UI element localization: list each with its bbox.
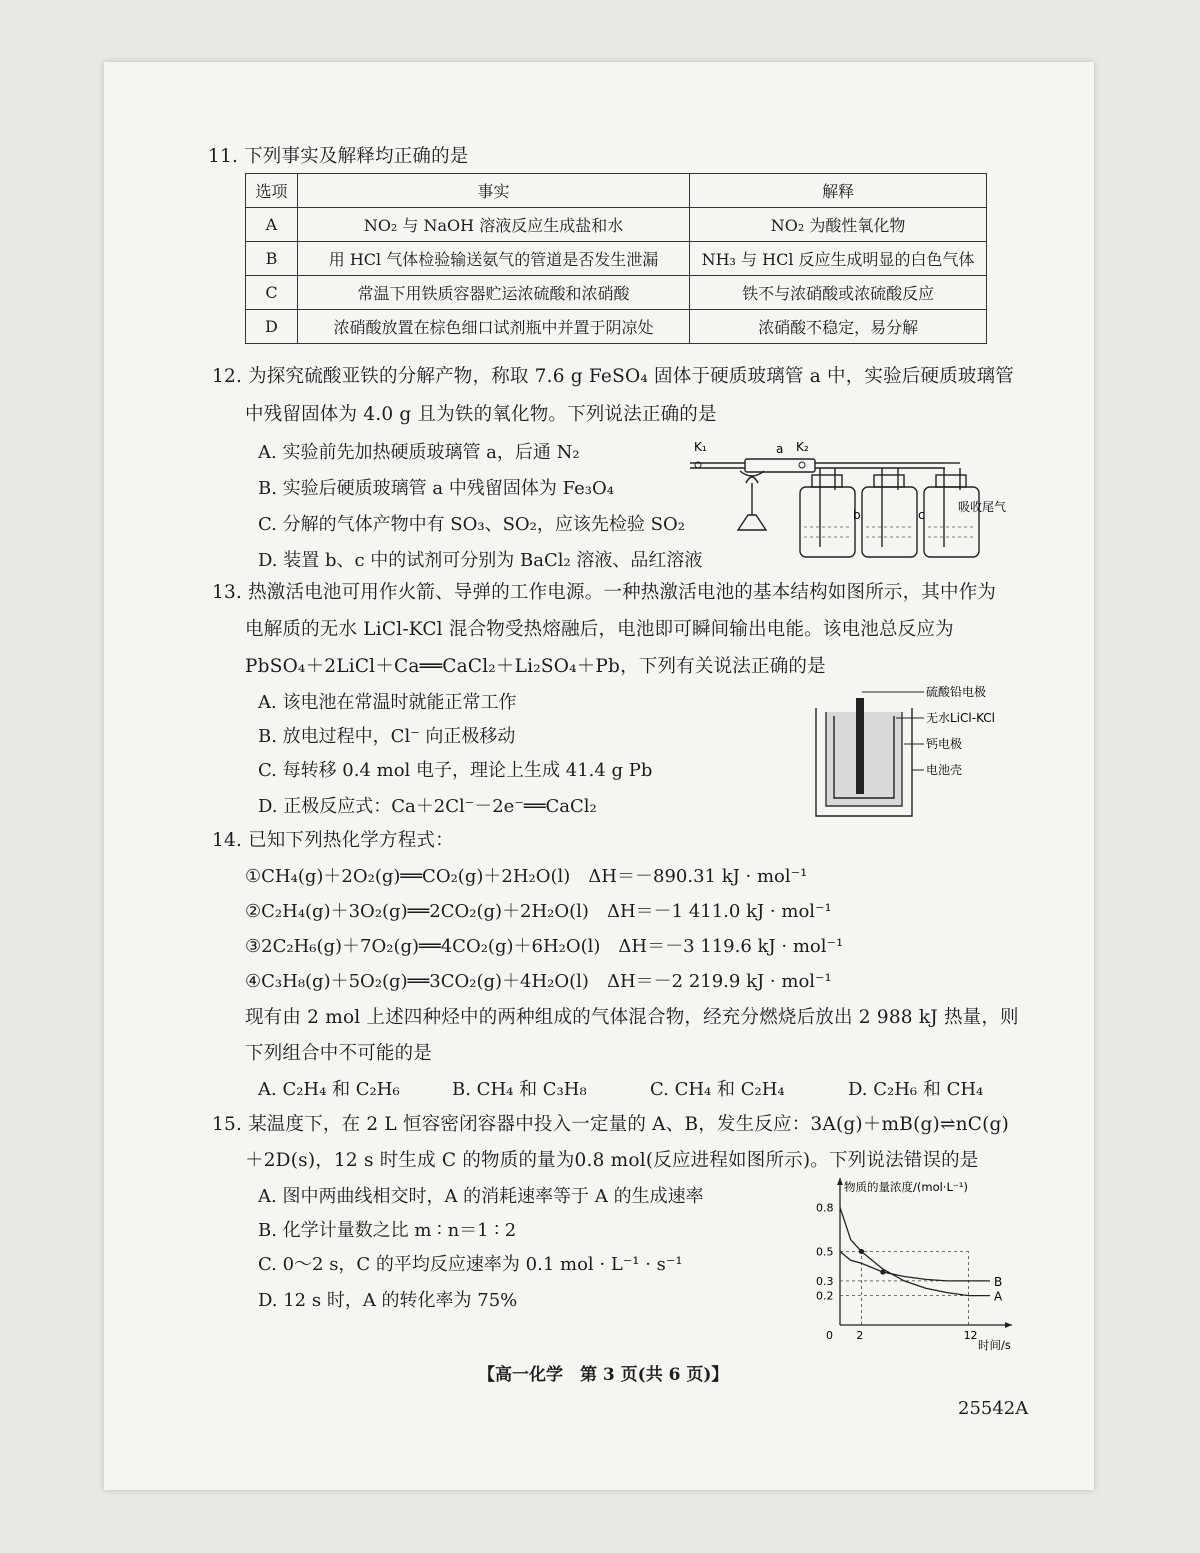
table-row [246, 242, 987, 276]
label-electrolyte: 无水LiCl-KCl [926, 711, 995, 725]
chart-xlabel: 时间/s [978, 1338, 1011, 1352]
q14-equation-1: ①CH₄(g)＋2O₂(g)══CO₂(g)＋2H₂O(l) ΔH＝－890.31 kJ · mol⁻¹ [245, 866, 808, 887]
q15-option-d: D. 12 s 时，A 的转化率为 75% [258, 1290, 518, 1311]
label-a: a [776, 442, 784, 456]
data-point [880, 1269, 885, 1274]
q13-stem-line3: PbSO₄＋2LiCl＋Ca══CaCl₂＋Li₂SO₄＋Pb，下列有关说法正确的是 [245, 656, 826, 677]
label-tail-gas: 吸收尾气 [958, 500, 1007, 514]
table-cell: B [246, 242, 298, 276]
q15-stem-line2: ＋2D(s)，12 s 时生成 C 的物质的量为0.8 mol(反应进程如图所示)。下列说法错误的是 [245, 1150, 979, 1171]
data-point [859, 1249, 864, 1254]
label-calcium-electrode: 钙电极 [926, 737, 963, 751]
table-row [246, 310, 987, 344]
table-header-cell: 解释 [690, 174, 987, 208]
q14-option-a: A. C₂H₄ 和 C₂H₆ [258, 1079, 400, 1100]
q13-option-c: C. 每转移 0.4 mol 电子，理论上生成 41.4 g Pb [258, 760, 653, 781]
series-label-a: A [994, 1289, 1003, 1304]
q12-option-c: C. 分解的气体产物中有 SO₃、SO₂，应该先检验 SO₂ [258, 514, 685, 535]
y-tick-label: 0.8 [816, 1201, 834, 1215]
q15-option-c: C. 0～2 s，C 的平均反应速率为 0.1 mol · L⁻¹ · s⁻¹ [258, 1254, 683, 1275]
q11-stem: 11. 下列事实及解释均正确的是 [208, 146, 469, 167]
y-axis-arrow [837, 1178, 843, 1185]
y-tick-label: 0.5 [816, 1245, 834, 1259]
table-cell: A [246, 208, 298, 242]
x-tick-label: 12 [963, 1329, 978, 1342]
q14-option-b: B. CH₄ 和 C₃H₈ [452, 1079, 587, 1100]
table-cell: NO₂ 为酸性氧化物 [690, 208, 987, 242]
table-cell: 用 HCl 气体检验输送氨气的管道是否发生泄漏 [297, 242, 689, 276]
q12-stem-line2: 中残留固体为 4.0 g 且为铁的氧化物。下列说法正确的是 [245, 404, 717, 425]
label-c: c [918, 508, 925, 522]
y-tick-label: 0.2 [816, 1289, 834, 1303]
q15-option-b: B. 化学计量数之比 m ∶ n＝1 ∶ 2 [258, 1220, 517, 1241]
q14-option-c: C. CH₄ 和 C₂H₄ [650, 1079, 785, 1100]
table-cell: 浓硝酸不稳定，易分解 [690, 310, 987, 344]
label-k2: K₂ [796, 440, 809, 454]
table-header-row [246, 174, 987, 208]
q13-option-d: D. 正极反应式：Ca＋2Cl⁻－2e⁻══CaCl₂ [258, 796, 597, 817]
label-k1: K₁ [694, 440, 707, 454]
table-header-cell: 事实 [297, 174, 689, 208]
q13-option-b: B. 放电过程中，Cl⁻ 向正极移动 [258, 726, 516, 747]
label-battery-shell: 电池壳 [926, 763, 963, 777]
q15-option-a: A. 图中两曲线相交时，A 的消耗速率等于 A 的生成速率 [258, 1186, 704, 1207]
chart-ylabel: 物质的量浓度/(mol·L⁻¹) [844, 1180, 969, 1194]
q14-option-d: D. C₂H₆ 和 CH₄ [848, 1079, 984, 1100]
table-cell: C [246, 276, 298, 310]
q12-option-b: B. 实验后硬质玻璃管 a 中残留固体为 Fe₃O₄ [258, 478, 614, 499]
y-tick-label: 0.3 [816, 1274, 834, 1288]
q11-table [245, 173, 987, 344]
label-lead-sulfate-electrode: 硫酸铅电极 [926, 685, 987, 699]
q14-stem: 14. 已知下列热化学方程式： [212, 830, 454, 851]
q12-apparatus-diagram [690, 435, 1030, 570]
table-cell: NH₃ 与 HCl 反应生成明显的白色气体 [690, 242, 987, 276]
q14-equation-2: ②C₂H₄(g)＋3O₂(g)══2CO₂(g)＋2H₂O(l) ΔH＝－1 411.0 kJ · mol⁻¹ [245, 901, 832, 922]
table-cell: NO₂ 与 NaOH 溶液反应生成盐和水 [297, 208, 689, 242]
q15-concentration-chart [800, 1175, 1040, 1355]
paper-code: 25542A [958, 1398, 1029, 1419]
label-b: b [853, 508, 861, 522]
q13-battery-diagram [812, 678, 1042, 818]
q12-option-d: D. 装置 b、c 中的试剂可分别为 BaCl₂ 溶液、品红溶液 [258, 550, 703, 571]
table-cell: 常温下用铁质容器贮运浓硫酸和浓硝酸 [297, 276, 689, 310]
page-footer: 【高一化学 第 3 页(共 6 页)】 [478, 1365, 729, 1385]
q12-option-a: A. 实验前先加热硬质玻璃管 a，后通 N₂ [258, 442, 580, 463]
table-row [246, 208, 987, 242]
q14-equation-4: ④C₃H₈(g)＋5O₂(g)══3CO₂(g)＋4H₂O(l) ΔH＝－2 219.9 kJ · mol⁻¹ [245, 971, 832, 992]
series-line-b [840, 1251, 990, 1280]
q14-text-line2: 下列组合中不可能的是 [245, 1043, 433, 1064]
q13-stem-line1: 13. 热激活电池可用作火箭、导弹的工作电源。一种热激活电池的基本结构如图所示，其中作为 [212, 582, 997, 603]
x-axis-arrow [1005, 1322, 1012, 1328]
series-label-b: B [994, 1274, 1003, 1289]
table-row [246, 276, 987, 310]
q15-stem-line1: 15. 某温度下，在 2 L 恒容密闭容器中投入一定量的 A、B，发生反应：3A(g)＋mB(g)⇌nC(g) [212, 1114, 1010, 1135]
q13-stem-line2: 电解质的无水 LiCl-KCl 混合物受热熔融后，电池即可瞬间输出电能。该电池总反应为 [245, 619, 954, 640]
x-tick-label: 2 [856, 1329, 864, 1342]
table-header-cell: 选项 [246, 174, 298, 208]
table-cell: 浓硝酸放置在棕色细口试剂瓶中并置于阴凉处 [297, 310, 689, 344]
x-tick-label: 0 [826, 1329, 833, 1342]
table-cell: 铁不与浓硝酸或浓硫酸反应 [690, 276, 987, 310]
q12-stem-line1: 12. 为探究硫酸亚铁的分解产物，称取 7.6 g FeSO₄ 固体于硬质玻璃管 a 中，实验后硬质玻璃管 [212, 366, 1015, 387]
table-cell: D [246, 310, 298, 344]
q13-option-a: A. 该电池在常温时就能正常工作 [258, 692, 517, 713]
q14-text-line1: 现有由 2 mol 上述四种烃中的两种组成的气体混合物，经充分燃烧后放出 2 988 kJ 热量，则 [245, 1007, 1019, 1028]
q14-equation-3: ③2C₂H₆(g)＋7O₂(g)══4CO₂(g)＋6H₂O(l) ΔH＝－3 119.6 kJ · mol⁻¹ [245, 936, 844, 957]
